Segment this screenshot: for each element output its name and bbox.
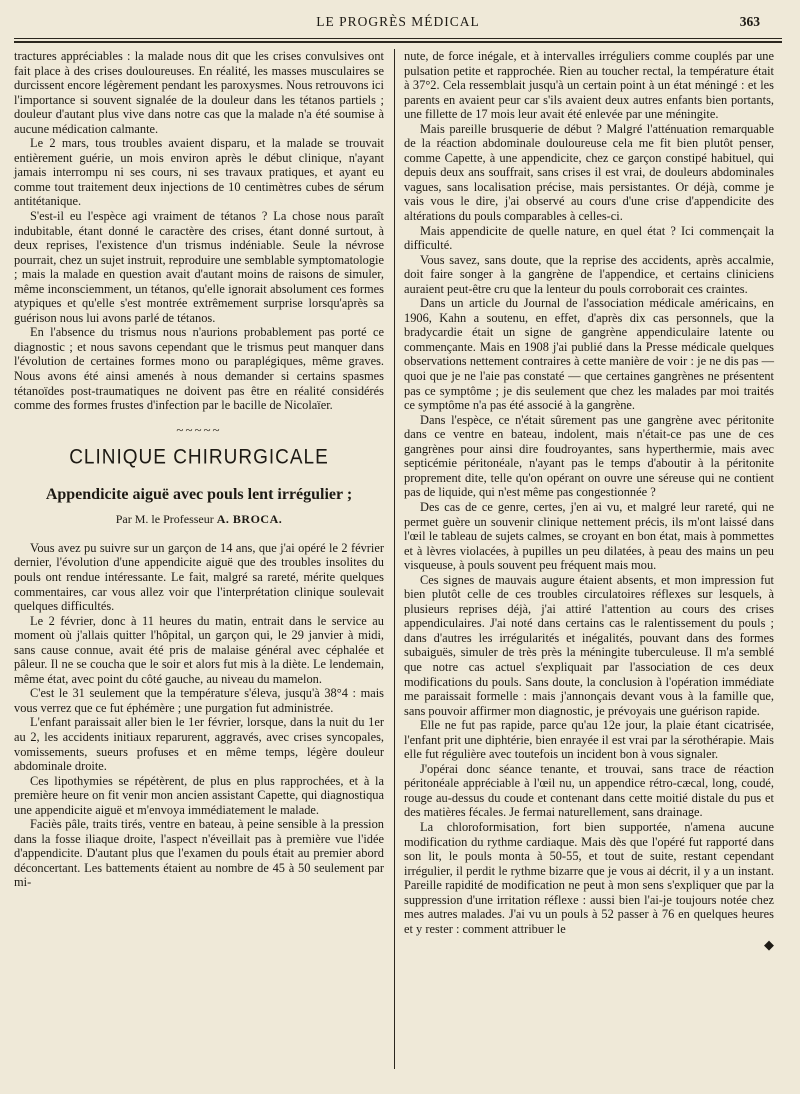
- header-rule: [14, 38, 782, 43]
- paragraph: Le 2 février, donc à 11 heures du matin, entrait dans le service au moment où j'allais quitter l'hôpital, un garçon qui, le 29 janvier à midi, sans cause connue, avait été pris de malaise général avec céphalée et pâleur. Il ne se coucha que le soir et alors fut mis à la diète. Le lendemain, même état, avec point du côté gauche, au niveau du mamelon.: [14, 613, 384, 686]
- left-column: [14, 49, 394, 1089]
- paragraph: nute, de force inégale, et à intervalles irréguliers comme couplés par une pulsation petite et rapprochée. Rien au toucher rectal, la température était à 37°2. Cela ressemblait jusqu'à un certain point à un état méningé : et les parents en avaient peur car s'ils avaient deux autres enfants bien portants, une fillette de 17 mois leur avait été enlevée par une méningite.: [404, 49, 774, 122]
- author-name: A. BROCA.: [216, 512, 283, 527]
- paragraph: Mais pareille brusquerie de début ? Malgré l'atténuation remarquable de la réaction abdominale douloureuse cela me fit bien plutôt penser, comme Capette, à une appendicite, chez ce garçon constipé habituel, qui depuis deux ans souffrait, sans crises il est vrai, de douleurs abdominales vagues, sans localisation précise, mais persistantes. Or déjà, comme je vais vous le dire, j'ai observé au cours d'une crise d'appendicite des altérations du pouls comparables à celles-ci.: [404, 121, 774, 224]
- paragraph: C'est le 31 seulement que la température s'éleva, jusqu'à 38°4 : mais vous verrez que ce fut éphémère ; une purgation fut administrée.: [14, 686, 384, 715]
- paragraph: Des cas de ce genre, certes, j'en ai vu, et malgré leur rareté, qui ne permet guère un souvenir clinique nettement précis, ils m'ont laissé dans l'œil le tableau de sujets calmes, se croyant en bon état, mais à pommettes et à lèvres violacées, à pupilles un peu dilatées, à peau des mains un peu visqueuse, à pouls souvent peu fréquent mais mou.: [404, 499, 774, 573]
- paragraph: L'enfant paraissait aller bien le 1er février, lorsque, dans la nuit du 1er au 2, les accidents initiaux reparurent, aggravés, avec crises syncopales, vomissements, sueurs profuses et en même temps, légère douleur abdominale droite.: [14, 715, 384, 774]
- column-divider: [394, 49, 395, 1069]
- diamond-icon: ◆: [764, 937, 774, 953]
- paragraph: Faciès pâle, traits tirés, ventre en bateau, à peine sensible à la pression dans la fosse iliaque droite, l'aspect n'éveillait pas à première vue l'idée d'appendicite. D'autant plus que l'examen du pouls était au premier abord déconcertant. Les battements étaient au nombre de 45 à 50 seulement par mi-: [14, 817, 384, 890]
- paragraph: En l'absence du trismus nous n'aurions probablement pas porté ce diagnostic ; et nous savons cependant que le trismus peut manquer dans l'évolution de certaines formes mono ou paraplégiques, même graves. Nous avons été ainsi amenés à nous demander si certains spasmes tétanoïdes post-traumatiques ne doivent pas être en réalité considérés comme des formes frustes d'infection par le bacille de Nicolaïer.: [14, 325, 384, 413]
- two-column-body: [14, 49, 782, 1089]
- byline: [14, 512, 384, 527]
- paragraph: Vous avez pu suivre sur un garçon de 14 ans, que j'ai opéré le 2 février dernier, l'évolution d'une appendicite aiguë que des troubles insolites du pouls ont rendue intéressante. Le fait, malgré sa rareté, mérite quelques commentaires, car vous allez voir que l'interprétation clinique soulevait quelques difficultés.: [14, 540, 384, 614]
- paragraph: Le 2 mars, tous troubles avaient disparu, et la malade se trouvait entièrement guérie, un mois environ après le début clinique, n'ayant jamais interrompu ni ses cours, ni ses travaux pratiques, et ayant eu comme tout traitement deux injections de 10 centimètres cubes de sérum antitétanique.: [14, 136, 384, 209]
- paragraph: Dans un article du Journal de l'association médicale américains, en 1906, Kahn a soutenu, en effet, d'après dix cas personnels, que la bradycardie était un signe de gangrène appendiculaire latente ou commençante. Mais en 1908 j'ai publié dans la Presse médicale quelques observations nettement contraires à cette manière de voir : je ne dis pas — quoi que je ne l'aie pas constaté — que certaines gangrènes ne présentent pas ce symptôme ; je dis seulement que chez les malades par moi traités ce symptôme n'a pas été associé à la gangrène.: [404, 296, 774, 413]
- paragraph: La chloroformisation, fort bien supportée, n'amena aucune modification du rythme cardiaque. Mais dès que l'opéré fut rapporté dans son lit, le pouls monta à 50-55, et tout de suite, restant cependant irrégulier, il perdit le rythme bizarre que je vous ai décrit, il y a un instant. Pareille rapidité de modification ne peut à mon sens s'expliquer que par la suppression d'une irritation réflexe : aussi bien l'ai-je toujours notée chez mes autres malades. J'ai vu un pouls à 52 passer à 76 en quelques heures et y rester : comment attribuer le: [404, 819, 774, 936]
- page-header: [14, 10, 782, 32]
- paragraph: Vous savez, sans doute, que la reprise des accidents, après accalmie, doit faire songer à la gangrène de l'appendice, et certains cliniciens auraient peut-être cru que la lenteur du pouls corroborait ces craintes.: [404, 252, 774, 296]
- section-title: CLINIQUE CHIRURGICALE: [69, 446, 329, 470]
- paragraph: Ces lipothymies se répétèrent, de plus en plus rapprochées, et à la première heure on fit venir mon ancien assistant Capette, qui diagnostiqua une appendicite aiguë et m'envoya immédiatement le malade.: [14, 773, 384, 817]
- section-ornament: ~~~~~: [176, 421, 222, 437]
- paragraph: tractures appréciables : la malade nous dit que les crises convulsives ont fait place à des crises douloureuses. En réalité, les masses musculaires se durcissent encore légèrement pendant les paroxysmes. Nous retrouvons ici l'importance si souvent signalée de la douleur dans les tétanos partiels ; douleur d'autant plus vive dans notre cas que la malade n'a été soumise à aucune médication calmante.: [14, 49, 384, 136]
- paragraph: Mais appendicite de quelle nature, en quel état ? Ici commençait la difficulté.: [404, 223, 774, 253]
- byline-prefix: Par M. le Professeur: [115, 512, 214, 527]
- page-number: 363: [739, 14, 760, 29]
- paragraph: Dans l'espèce, ce n'était sûrement pas une gangrène avec péritonite dans ce ventre en bateau, indolent, mais n'était-ce pas une de ces gangrènes pour ainsi dire foudroyantes, sans hyperthermie, mais avec septicémie péritonéale, n'ayant pas le temps d'aboutir à la péritonite proprement dite, telle qu'on opérant on ouvre une séreuse qui ne contient pas de liquide, qui n'est même pas congestionnée ?: [404, 412, 774, 500]
- paragraph: J'opérai donc séance tenante, et trouvai, sans trace de réaction péritonéale appréciable à l'œil nu, un appendice rétro-cæcal, long, coudé, rouge au-dessus du coude et contenant dans cette moitié distale du pus et des matières fécales. Je fermai naturellement, sans drainage.: [404, 761, 774, 820]
- right-column: [404, 49, 774, 1089]
- paragraph: S'est-il eu l'espèce agi vraiment de tétanos ? La chose nous paraît indubitable, étant donné le caractère des crises, étant donné surtout, à deux reprises, l'existence d'un trismus indéniable. Seule la névrose pourrait, chez un sujet instruit, reproduire une semblable symptomatologie ; mais la malade en question avait d'autant moins de raisons de simuler, même inconsciemment, un tétanos, qu'elle ignorait absolument ces formes atypiques et qu'elle s'est montrée extrêmement surprise lorsqu'après sa guérison nous lui avons parlé de tétanos.: [14, 209, 384, 325]
- article-title: Appendicite aiguë avec pouls lent irrégulier ;: [45, 485, 353, 503]
- paragraph: Ces signes de mauvais augure étaient absents, et mon impression fut bien plutôt celle de ces troubles circulatoires réflexes sur lesquels, à plusieurs reprises déjà, j'ai attiré l'attention au cours des crises appendiculaires. J'ai noté dans certains cas le ralentissement du pouls ; dans d'autres les irrégularités et inégalités, pouvant dans des formes subaiguës, simuler de très près la méningite tuberculeuse. Il m'a semblé que notre cas actuel s'expliquait par l'association de ces deux modifications du pouls. Sans doute, la conclusion à l'opération immédiate me paraissait formelle : mais j'annonçais devant vous à la famille que, sans pouvoir affirmer mon diagnostic, je prévoyais une guérison rapide.: [404, 572, 774, 718]
- running-title: LE PROGRÈS MÉDICAL: [316, 14, 480, 29]
- paragraph: Elle ne fut pas rapide, parce qu'au 12e jour, la plaie étant cicatrisée, l'enfant prit une diphtérie, bien enrayée il est vrai par la sérothérapie. Mais elle fut régulière avec toutefois un incident bon à vous signaler.: [404, 718, 774, 762]
